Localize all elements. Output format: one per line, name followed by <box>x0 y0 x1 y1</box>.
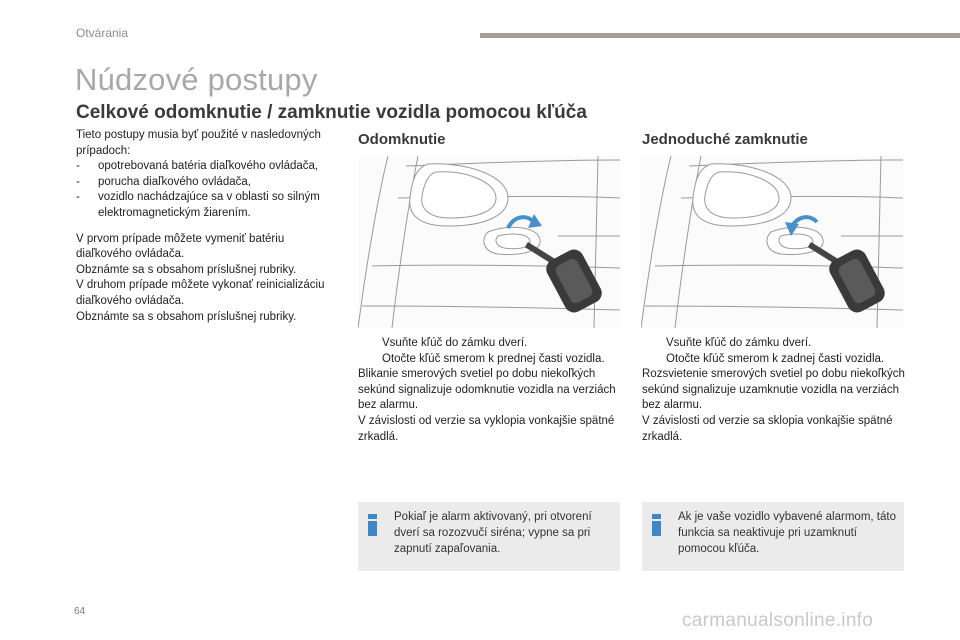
intro-text <box>76 128 341 325</box>
door-key-rear-illustration <box>641 156 903 328</box>
step-bullet-icon <box>358 336 382 352</box>
note-text: Ak je vaše vozidlo vybavené alarmom, táto funkcia sa neaktivuje pri uzamknutí pomocou kľúča. <box>678 511 896 555</box>
intro-bullet-text: opotrebovaná batéria diaľkového ovládača, <box>98 160 319 173</box>
lock-heading: Jednoduché zamknutie <box>642 131 808 148</box>
description-paragraph: Blikanie smerových svetiel po dobu niekoľkých sekúnd signalizuje odomknutie vozidla na verziách bez alarmu. <box>358 368 616 412</box>
section-subtitle: Celkové odomknutie / zamknutie vozidla pomocou kľúča <box>76 102 587 123</box>
intro-lead: Tieto postupy musia byť použité v nasledovných prípadoch: <box>76 129 321 157</box>
unlock-instructions <box>358 336 626 445</box>
note-text: Pokiaľ je alarm aktivovaný, pri otvorení dverí sa rozozvučí siréna; vypne sa pri zapnutí zapaľovania. <box>394 511 592 555</box>
step-text: Vsuňte kľúč do zámku dverí. <box>382 337 528 349</box>
step-item <box>358 336 626 352</box>
section-label: Otvárania <box>76 26 129 40</box>
step-item <box>642 352 910 368</box>
description-paragraph: V závislosti od verzie sa sklopia vonkajšie spätné zrkadlá. <box>642 414 893 443</box>
intro-bullet <box>76 159 341 175</box>
bullet-mark: - <box>76 191 80 204</box>
intro-paragraph: V druhom prípade môžete vykonať reinicializáciu diaľkového ovládača. <box>76 279 325 307</box>
unlock-heading: Odomknutie <box>358 131 446 148</box>
intro-paragraph: Obznámte sa s obsahom príslušnej rubriky. <box>76 310 297 323</box>
unlock-illustration <box>358 156 620 328</box>
watermark: carmanualsonline.info <box>682 610 874 631</box>
intro-bullet-text: porucha diaľkového ovládača, <box>98 175 251 188</box>
step-bullet-icon <box>642 336 666 352</box>
step-item <box>358 352 626 368</box>
info-icon <box>652 514 661 536</box>
lock-info-note <box>642 502 904 571</box>
lock-instructions <box>642 336 910 445</box>
info-icon <box>368 514 377 536</box>
description-paragraph: V závislosti od verzie sa vyklopia vonkajšie spätné zrkadlá. <box>358 414 615 443</box>
intro-bullet <box>76 175 341 191</box>
lock-illustration <box>641 156 903 328</box>
description-paragraph: Rozsvietenie smerových svetiel po dobu niekoľkých sekúnd signalizuje uzamknutie vozidla na verziách bez alarmu. <box>642 368 905 412</box>
step-item <box>642 336 910 352</box>
bullet-mark: - <box>76 175 80 188</box>
step-bullet-icon <box>358 352 382 368</box>
step-bullet-icon <box>642 352 666 368</box>
unlock-info-note <box>358 502 620 571</box>
intro-bullet <box>76 190 341 221</box>
page-title: Núdzové postupy <box>75 62 318 97</box>
header-bar <box>480 33 960 38</box>
intro-paragraph: V prvom prípade môžete vymeniť batériu diaľkového ovládača. <box>76 232 285 261</box>
page-number: 64 <box>74 606 86 617</box>
bullet-mark: - <box>76 160 80 173</box>
intro-bullet-text: vozidlo nachádzajúce sa v oblasti so silným elektromagnetickým žiarením. <box>98 191 320 219</box>
step-text: Vsuňte kľúč do zámku dverí. <box>666 337 812 349</box>
door-key-front-illustration <box>358 156 620 328</box>
step-text: Otočte kľúč smerom k zadnej časti vozidla. <box>666 352 885 365</box>
intro-paragraph: Obznámte sa s obsahom príslušnej rubriky. <box>76 263 297 276</box>
step-text: Otočte kľúč smerom k prednej časti vozidla. <box>382 352 605 365</box>
